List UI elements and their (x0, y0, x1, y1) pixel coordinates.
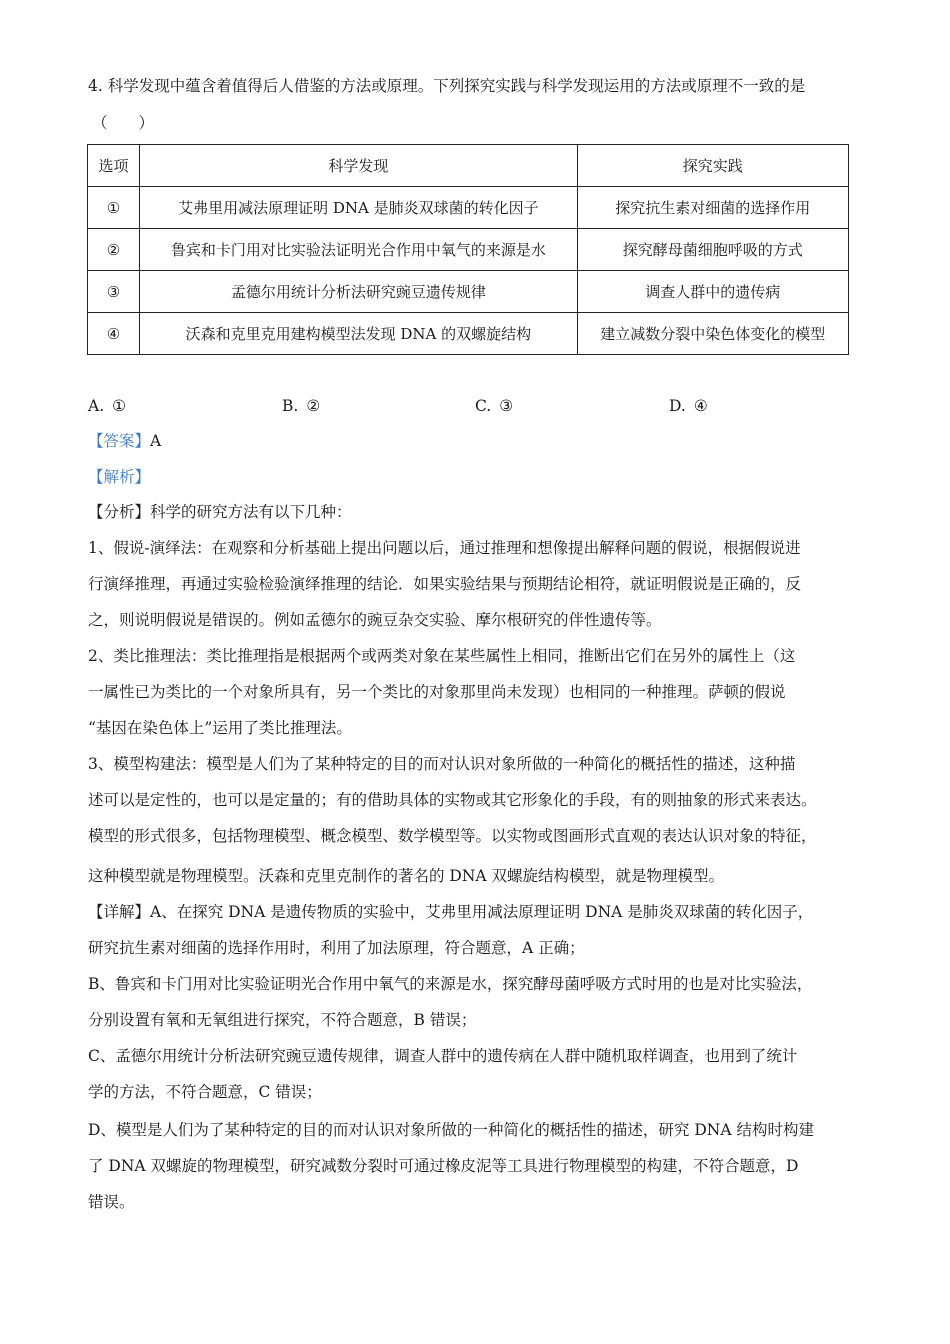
explanation-line: 3、模型构建法：模型是人们为了某种特定的目的而对认识对象所做的一种简化的概括性的描述，这种描 (88, 755, 796, 773)
table-row (88, 271, 849, 313)
explanation-line: 错误。 (88, 1193, 135, 1211)
table-row (88, 313, 849, 355)
option-a-value: ① (112, 397, 127, 415)
row-discovery: 沃森和克里克用建构模型法发现 DNA 的双螺旋结构 (140, 313, 578, 355)
answer-value: A (150, 432, 162, 450)
option-a-label: A. (88, 397, 105, 415)
table-header-row (88, 145, 849, 187)
option-c (475, 396, 513, 416)
option-a (88, 396, 126, 416)
option-b-value: ② (306, 397, 321, 415)
table-row (88, 229, 849, 271)
explanation-line: D、模型是人们为了某种特定的目的而对认识对象所做的一种简化的概括性的描述，研究 DNA 结构时构建 (88, 1121, 814, 1139)
explanation-line: 2、类比推理法：类比推理指是根据两个或两类对象在某些属性上相同，推断出它们在另外的属性上（这 (88, 647, 796, 665)
analysis-intro-text: 科学的研究方法有以下几种： (150, 503, 352, 521)
row-discovery: 鲁宾和卡门用对比实验法证明光合作用中氧气的来源是水 (140, 229, 578, 271)
explanation-line: 【详解】A、在探究 DNA 是遗传物质的实验中，艾弗里用减法原理证明 DNA 是肺炎双球菌的转化因子， (88, 903, 814, 921)
explanation-line: C、孟德尔用统计分析法研究豌豆遗传规律，调查人群中的遗传病在人群中随机取样调查，也用到了统计 (88, 1047, 798, 1065)
explanation-line: 一属性已为类比的一个对象所具有，另一个类比的对象那里尚未发现）也相同的一种推理。萨顿的假说 (88, 683, 786, 701)
answer-options (88, 396, 848, 418)
row-discovery: 孟德尔用统计分析法研究豌豆遗传规律 (140, 271, 578, 313)
header-discovery: 科学发现 (140, 145, 578, 187)
option-c-label: C. (475, 397, 492, 415)
option-b (282, 396, 320, 416)
row-number: ③ (88, 271, 140, 313)
row-practice: 调查人群中的遗传病 (577, 271, 848, 313)
header-practice: 探究实践 (577, 145, 848, 187)
explanation-line: 1、假说-演绎法：在观察和分析基础上提出问题以后，通过推理和想像提出解释问题的假说，根据假说进 (88, 539, 801, 557)
row-practice: 探究酵母菌细胞呼吸的方式 (577, 229, 848, 271)
option-d-value: ④ (693, 397, 708, 415)
option-d-label: D. (669, 397, 686, 415)
answer-label: 【答案】 (88, 432, 151, 450)
analysis-intro (88, 502, 878, 522)
explanation-line: “基因在染色体上”运用了类比推理法。 (88, 719, 352, 737)
row-number: ② (88, 229, 140, 271)
explanation-line: 分别设置有氧和无氧组进行探究，不符合题意，B 错误； (88, 1011, 477, 1029)
explanation-line: 了 DNA 双螺旋的物理模型，研究减数分裂时可通过橡皮泥等工具进行物理模型的构建，不符合题意，D (88, 1157, 799, 1175)
answer-blank-parentheses: （ ） (92, 114, 155, 132)
explanation-line: 之，则说明假说是错误的。例如孟德尔的豌豆杂交实验、摩尔根研究的伴性遗传等。 (88, 611, 662, 629)
row-number: ④ (88, 313, 140, 355)
header-option: 选项 (88, 145, 140, 187)
answer-line (88, 431, 878, 451)
explanation-line: B、鲁宾和卡门用对比实验证明光合作用中氧气的来源是水，探究酵母菌呼吸方式时用的也是对比实验法， (88, 975, 813, 993)
explanation-line: 行演绎推理，再通过实验检验演绎推理的结论．如果实验结果与预期结论相符，就证明假说是正确的，反 (88, 575, 802, 593)
question-stem: 4. 科学发现中蕴含着值得后人借鉴的方法或原理。下列探究实践与科学发现运用的方法或原理不一致的是 (88, 77, 806, 95)
comparison-table (87, 144, 849, 355)
explanation-line: 模型的形式很多，包括物理模型、概念模型、数学模型等。以实物或图画形式直观的表达认识对象的特征， (88, 827, 817, 845)
explanation-line: 述可以是定性的，也可以是定量的；有的借助具体的实物或其它形象化的手段，有的则抽象的形式来表达。 (88, 791, 817, 809)
table-row (88, 187, 849, 229)
option-d (669, 396, 708, 416)
analysis-heading (88, 467, 878, 487)
analysis-intro-label: 【分析】 (88, 503, 151, 521)
explanation-line: 研究抗生素对细菌的选择作用时，利用了加法原理，符合题意，A 正确； (88, 939, 585, 957)
analysis-label: 【解析】 (88, 468, 151, 486)
explanation-line: 这种模型就是物理模型。沃森和克里克制作的著名的 DNA 双螺旋结构模型，就是物理模型。 (88, 867, 725, 885)
option-b-label: B. (282, 397, 299, 415)
row-discovery: 艾弗里用减法原理证明 DNA 是肺炎双球菌的转化因子 (140, 187, 578, 229)
explanation-line: 学的方法，不符合题意，C 错误； (88, 1083, 322, 1101)
row-practice: 探究抗生素对细菌的选择作用 (577, 187, 848, 229)
option-c-value: ③ (499, 397, 514, 415)
row-practice: 建立减数分裂中染色体变化的模型 (577, 313, 848, 355)
row-number: ① (88, 187, 140, 229)
